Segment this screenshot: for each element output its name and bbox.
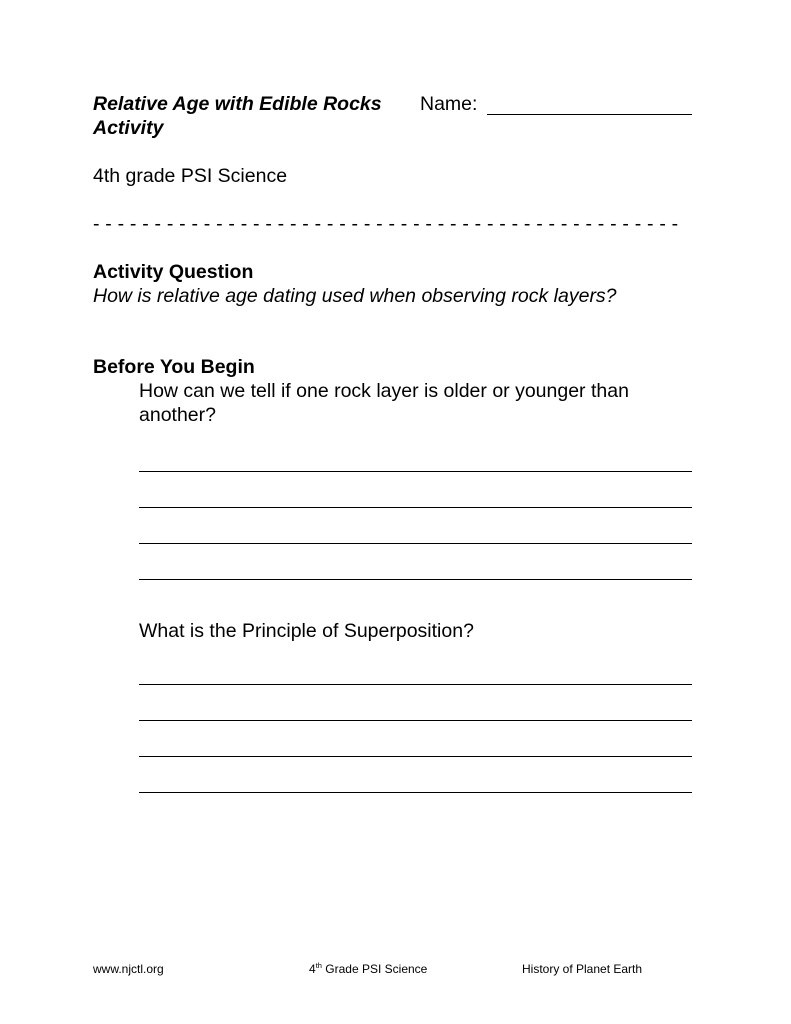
activity-question-heading: Activity Question — [93, 261, 254, 283]
subtitle: 4th grade PSI Science — [93, 165, 288, 187]
title-line-2: Activity — [93, 117, 164, 139]
name-label: Name: — [420, 93, 478, 115]
footer-course-rest: Grade PSI Science — [321, 962, 428, 976]
worksheet-title — [93, 92, 382, 140]
answer-line[interactable] — [139, 507, 692, 508]
name-field-line[interactable] — [487, 114, 692, 115]
footer-unit: History of Planet Earth — [522, 962, 643, 976]
answer-line[interactable] — [139, 543, 692, 544]
before-you-begin-heading: Before You Begin — [93, 356, 255, 378]
answer-line[interactable] — [139, 471, 692, 472]
footer-course-number: 4 — [309, 962, 316, 976]
prompt-2: What is the Principle of Superposition? — [139, 620, 474, 642]
prompt-1-line-2: another? — [139, 404, 216, 426]
answer-line[interactable] — [139, 720, 692, 721]
footer-course-suffix: th — [315, 961, 322, 970]
answer-line[interactable] — [139, 792, 692, 793]
answer-line[interactable] — [139, 756, 692, 757]
footer-website: www.njctl.org — [93, 962, 164, 976]
answer-line[interactable] — [139, 579, 692, 580]
answer-line[interactable] — [139, 684, 692, 685]
activity-question-text: How is relative age dating used when observing rock layers? — [93, 285, 617, 307]
title-line-1: Relative Age with Edible Rocks — [93, 93, 382, 115]
prompt-1-line-1: How can we tell if one rock layer is older or younger than — [139, 380, 629, 402]
prompt-1 — [139, 379, 629, 427]
footer-course — [309, 962, 427, 976]
dashed-divider: - - - - - - - - - - - - - - - - - - - - - - - - - - - - - - - - - - - - - - - - - - - - - - - - — [93, 213, 679, 235]
